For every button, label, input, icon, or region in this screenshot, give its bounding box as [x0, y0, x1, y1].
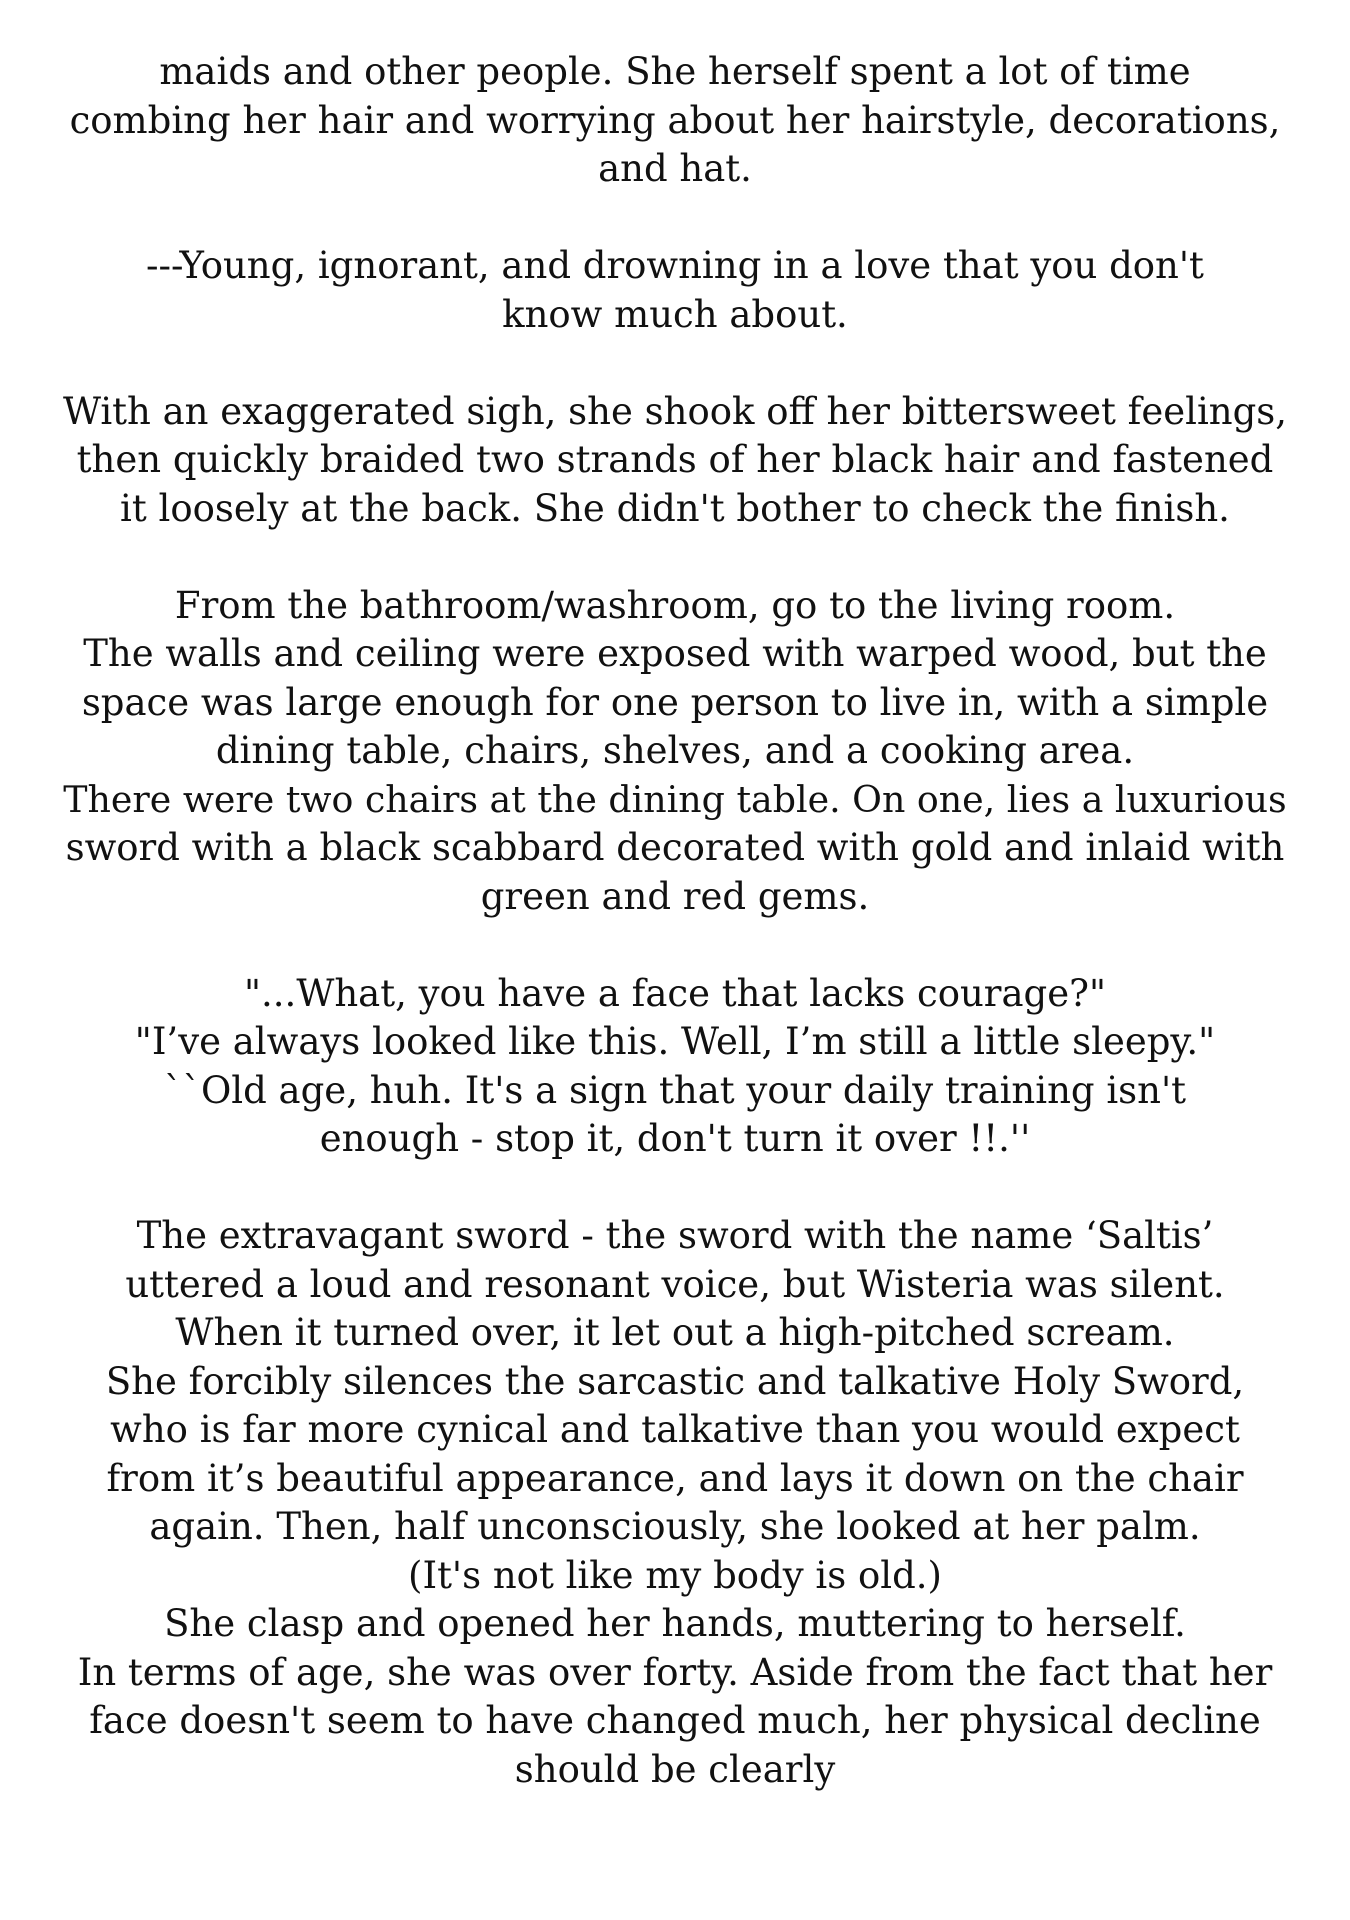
- paragraph-gap: [60, 533, 1290, 582]
- text-line: know much about.: [502, 292, 848, 336]
- paragraph-dialogue: [60, 970, 1290, 1164]
- text-line: space was large enough for one person to live in, with a simple: [81, 680, 1269, 724]
- paragraph-gap: [60, 1164, 1290, 1213]
- text-line: sword with a black scabbard decorated with gold and inlaid with: [65, 826, 1285, 869]
- text-line: In terms of age, she was over forty. Aside from the fact that her: [77, 1650, 1273, 1694]
- text-line: dining table, chairs, shelves, and a cooking area.: [215, 729, 1135, 772]
- text-line: enough - stop it, don't turn it over !!.'': [319, 1117, 1031, 1160]
- text-line: who is far more cynical and talkative than you would expect: [110, 1408, 1240, 1451]
- text-line: With an exaggerated sigh, she shook off her bittersweet feelings,: [62, 389, 1288, 433]
- text-line: (It's not like my body is old.): [408, 1553, 942, 1597]
- paragraph-gap: [60, 194, 1290, 243]
- paragraph-young-ignorant: [60, 242, 1290, 339]
- document-page: [60, 48, 1290, 1794]
- text-line: "I’ve always looked like this. Well, I’m still a little sleepy.": [134, 1020, 1216, 1063]
- text-line: then quickly braided two strands of her black hair and fastened: [76, 438, 1274, 481]
- text-line: maids and other people. She herself spent a lot of time: [159, 50, 1191, 93]
- text-line: and hat.: [598, 147, 752, 190]
- text-line: The extravagant sword - the sword with the name ‘Saltis’: [136, 1214, 1214, 1257]
- text-line: green and red gems.: [480, 874, 870, 918]
- text-line: She clasp and opened her hands, muttering to herself.: [164, 1602, 1186, 1645]
- text-line: face doesn't seem to have changed much, her physical decline: [89, 1699, 1261, 1742]
- text-line: ``Old age, huh. It's a sign that your daily training isn't: [163, 1068, 1187, 1112]
- paragraph-sigh: [60, 388, 1290, 534]
- paragraph-gap: [60, 339, 1290, 388]
- text-line: "...What, you have a face that lacks courage?": [244, 971, 1106, 1015]
- paragraph-living-room: [60, 582, 1290, 922]
- text-line: ---Young, ignorant, and drowning in a love that you don't: [146, 244, 1204, 287]
- text-line: combing her hair and worrying about her hairstyle, decorations,: [69, 98, 1281, 142]
- text-line: should be clearly: [514, 1747, 836, 1791]
- text-line: She forcibly silences the sarcastic and talkative Holy Sword,: [105, 1359, 1245, 1403]
- text-line: The walls and ceiling were exposed with warped wood, but the: [83, 632, 1267, 675]
- text-line: from it’s beautiful appearance, and lays it down on the chair: [106, 1456, 1244, 1500]
- text-line: again. Then, half unconsciously, she looked at her palm.: [149, 1505, 1201, 1548]
- text-line: uttered a loud and resonant voice, but Wisteria was silent.: [125, 1262, 1225, 1306]
- text-line: it loosely at the back. She didn't bother to check the finish.: [120, 486, 1230, 530]
- paragraph-gap: [60, 921, 1290, 970]
- paragraph-saltis: [60, 1212, 1290, 1794]
- paragraph-maids: [60, 48, 1290, 194]
- text-line: When it turned over, it let out a high-pitched scream.: [175, 1311, 1175, 1354]
- text-line: From the bathroom/washroom, go to the living room.: [174, 583, 1176, 627]
- text-line: There were two chairs at the dining table. On one, lies a luxurious: [63, 777, 1287, 821]
